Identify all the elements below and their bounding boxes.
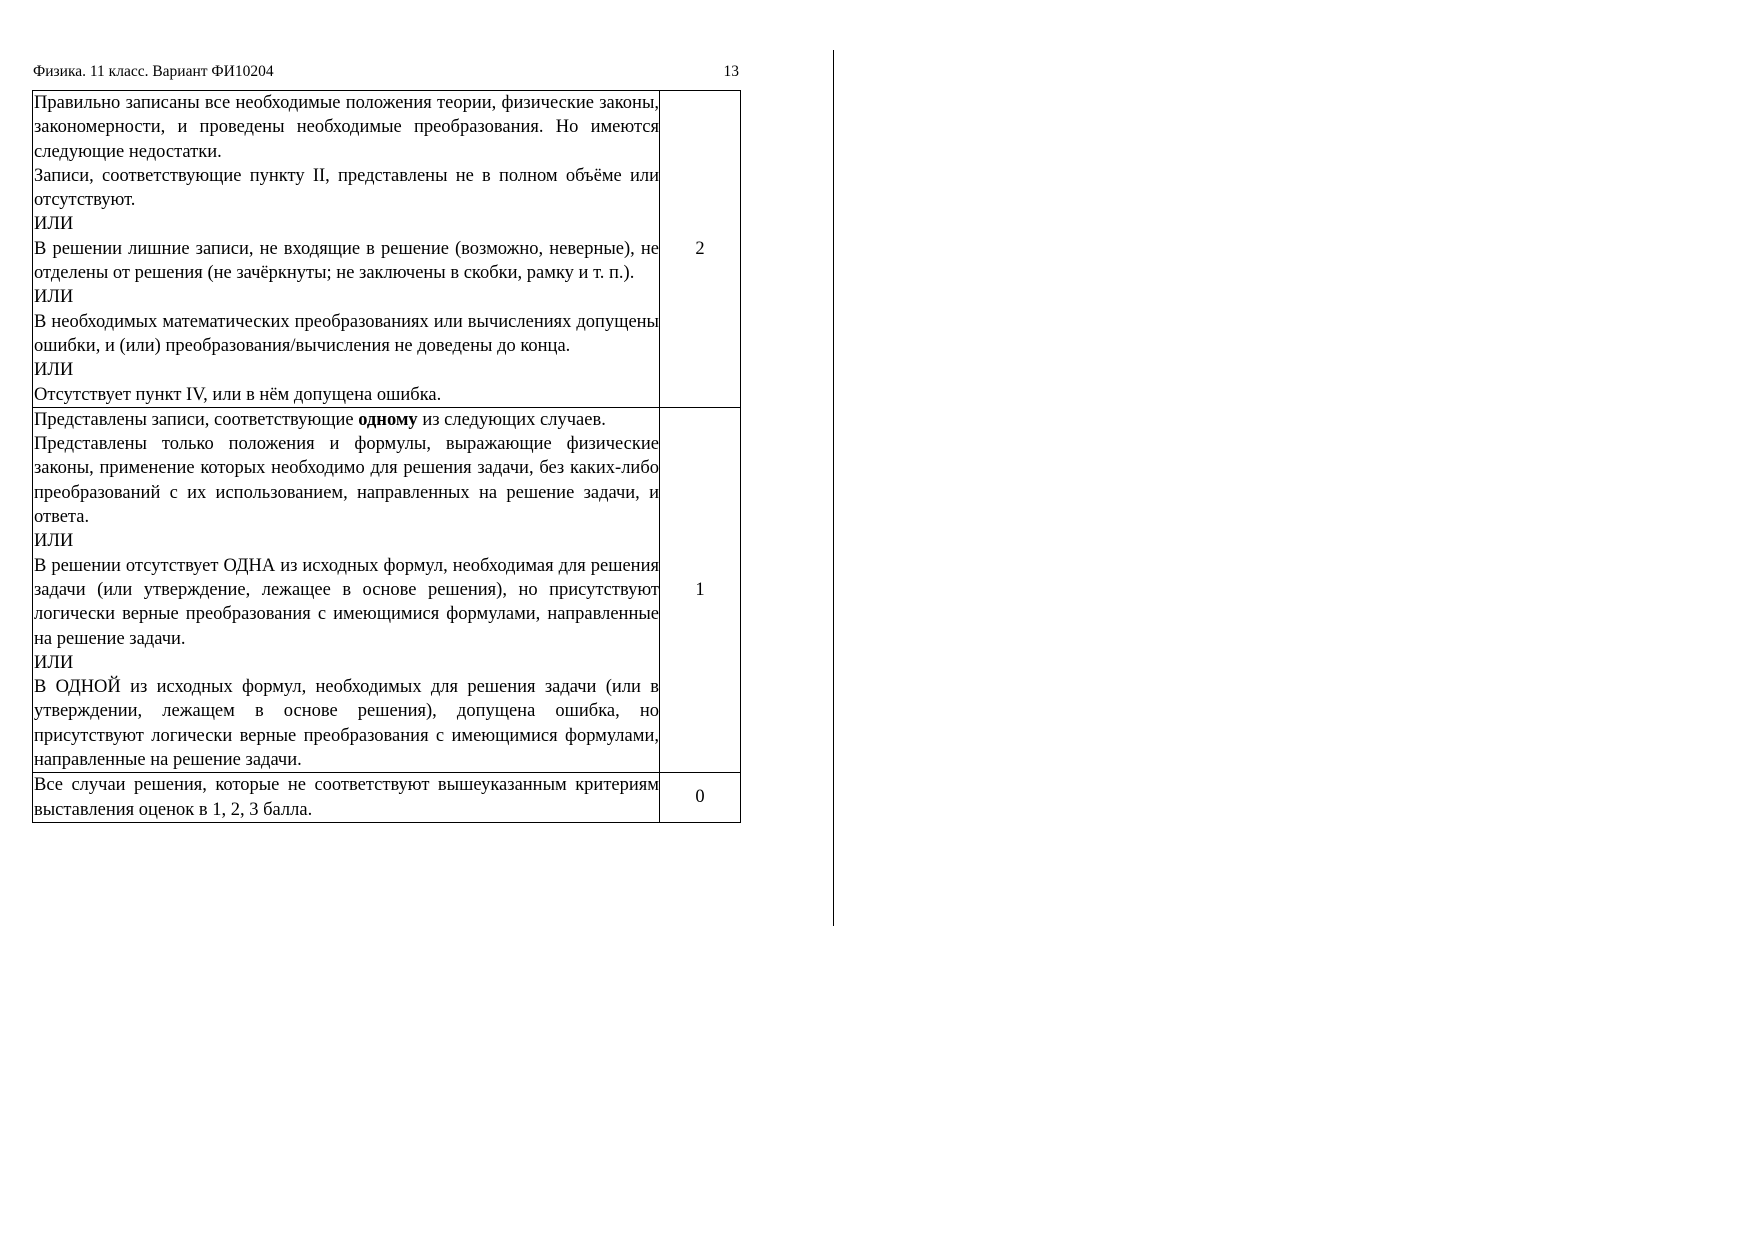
or-separator: ИЛИ bbox=[34, 214, 74, 235]
intro-text: Представлены записи, соответствующие bbox=[34, 409, 354, 430]
criteria-paragraph: В решении отсутствует ОДНА из исходных формул, необходимая для решения задачи (или утверждение, лежащее в основе решения), но присутствуют логически верные преобразования с имеющимися формулами, направленные на решение задачи. bbox=[34, 555, 659, 649]
or-separator: ИЛИ bbox=[34, 287, 74, 308]
header-title: Физика. 11 класс. Вариант ФИ10204 bbox=[33, 63, 274, 80]
criteria-paragraph: Правильно записаны все необходимые положения теории, физические законы, закономерности, и проведены необходимые преобразования. Но имеются следующие недостатки. bbox=[34, 93, 659, 162]
page-number: 13 bbox=[723, 63, 739, 80]
score-cell: 2 bbox=[660, 91, 741, 408]
table-row bbox=[33, 773, 741, 823]
or-separator: ИЛИ bbox=[34, 652, 74, 673]
criteria-paragraph: Отсутствует пункт IV, или в нём допущена ошибка. bbox=[34, 384, 442, 405]
table-row bbox=[33, 407, 741, 772]
criteria-table bbox=[32, 90, 741, 823]
score-cell: 0 bbox=[660, 773, 741, 823]
criteria-paragraph: Все случаи решения, которые не соответствуют вышеуказанным критериям выставления оценок в 1, 2, 3 балла. bbox=[34, 775, 659, 820]
criteria-description bbox=[33, 773, 660, 823]
intro-emphasis: одному bbox=[358, 409, 418, 430]
score-cell: 1 bbox=[660, 407, 741, 772]
criteria-description bbox=[33, 407, 660, 772]
criteria-paragraph: В решении лишние записи, не входящие в решение (возможно, неверные), не отделены от решения (не зачёркнуты; не заключены в скобки, рамку и т. п.). bbox=[34, 238, 659, 284]
or-separator: ИЛИ bbox=[34, 531, 74, 552]
page-header bbox=[33, 62, 739, 84]
table-row bbox=[33, 91, 741, 408]
intro-text: из следующих случаев. bbox=[422, 409, 606, 430]
or-separator: ИЛИ bbox=[34, 360, 74, 381]
criteria-paragraph: В необходимых математических преобразованиях или вычислениях допущены ошибки, и (или) преобразования/вычисления не доведены до конца. bbox=[34, 311, 659, 356]
criteria-paragraph: Представлены только положения и формулы, выражающие физические законы, применение которых необходимо для решения задачи, без каких-либо преобразований с их использованием, направленных на решение задачи, и ответа. bbox=[34, 434, 659, 528]
page-divider bbox=[833, 50, 834, 926]
criteria-description bbox=[33, 91, 660, 408]
criteria-paragraph: В ОДНОЙ из исходных формул, необходимых для решения задачи (или в утверждении, лежащем в основе решения), допущена ошибка, но присутствуют логически верные преобразования с имеющимися формулами, направленные на решение задачи. bbox=[34, 677, 659, 771]
criteria-paragraph: Записи, соответствующие пункту II, представлены не в полном объёме или отсутствуют. bbox=[34, 165, 659, 211]
criteria-intro bbox=[33, 408, 659, 432]
